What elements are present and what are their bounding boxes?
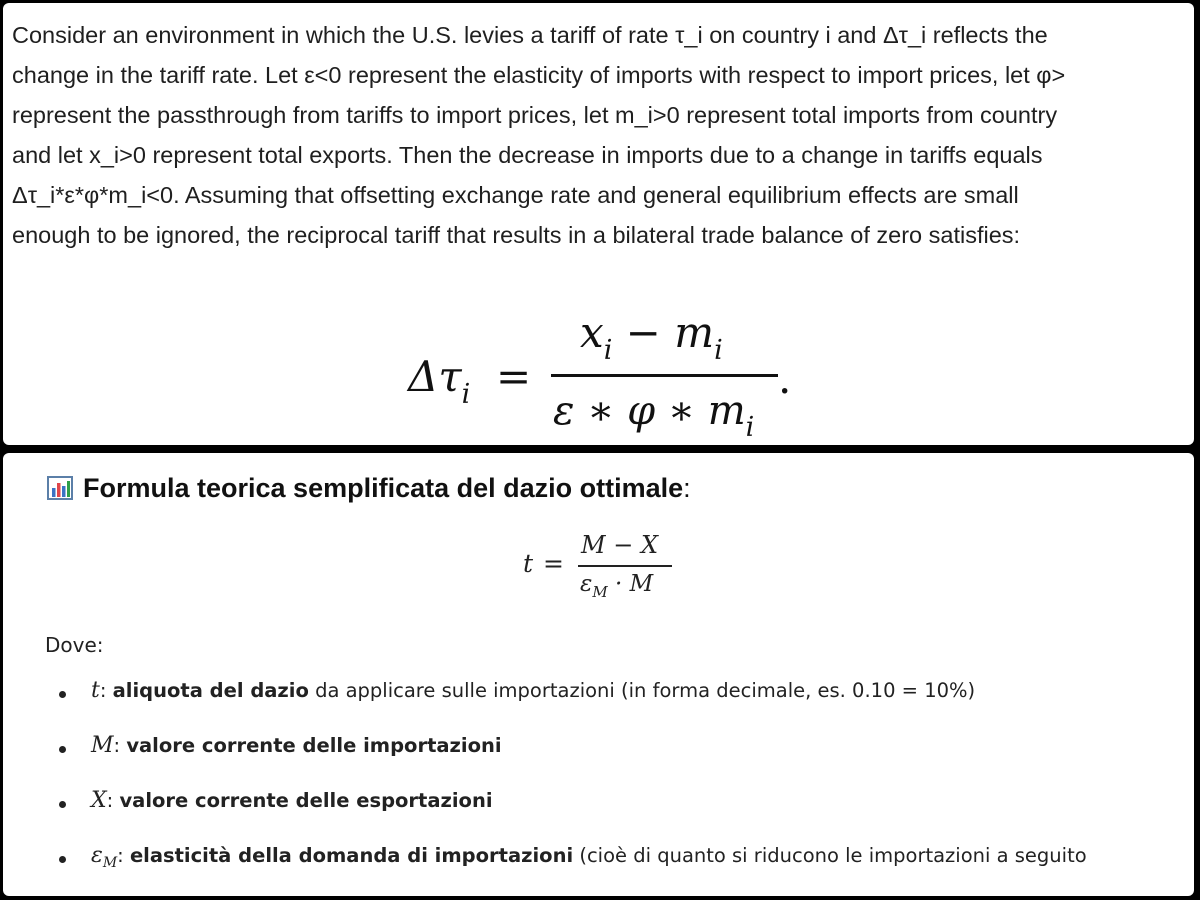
- paragraph-line: represent the passthrough from tariffs to import prices, let m_i>0 represent total imports from country: [12, 102, 1058, 128]
- formula-lhs: $\Delta\tau_i$: [408, 352, 471, 410]
- bullet-icon: [59, 801, 66, 808]
- heading-colon: :: [683, 473, 691, 503]
- definition-bold: valore corrente delle esportazioni: [119, 789, 493, 812]
- definition-rest: da applicare sulle importazioni (in forma decimale, es. 0.10 = 10%): [308, 679, 976, 702]
- paragraph-line: Δτ_i*ε*φ*m_i<0. Assuming that offsetting exchange rate and general equilibrium effects are small: [12, 182, 1019, 208]
- heading-text: Formula teorica semplificata del dazio ottimale: [83, 473, 684, 503]
- paragraph-line: and let x_i>0 represent total exports. Then the decrease in imports due to a change in tariffs equals: [12, 142, 1043, 168]
- formula-numerator: $x_i - m_i$: [580, 308, 723, 366]
- formula-denominator: ε ∗ φ ∗ $m_i$: [553, 388, 755, 443]
- symbol: t: [91, 678, 100, 703]
- top-panel: [3, 3, 1194, 445]
- bullet-icon: [59, 746, 66, 753]
- formula-lhs: t: [523, 549, 534, 578]
- definition-bold: aliquota del dazio: [112, 679, 309, 702]
- list-item: M: valore corrente delle importazioni: [3, 733, 1194, 788]
- formula-denominator: $\varepsilon_M \cdot M$: [580, 571, 654, 601]
- list-item: $\varepsilon_M$: elasticità della domanda di importazioni (cioè di quanto si riducono le importazioni a seguito: [3, 843, 1194, 896]
- bar-chart-icon: [47, 476, 73, 500]
- formula-equals: =: [543, 549, 564, 578]
- formula-equals: =: [496, 352, 532, 401]
- paragraph-line: Consider an environment in which the U.S. levies a tariff of rate τ_i on country i and Δτ_i reflects the: [12, 22, 1048, 48]
- formula-numerator: M − X: [581, 531, 659, 559]
- paragraph-line: change in the tariff rate. Let ε<0 represent the elasticity of imports with respect to import prices, let φ>: [12, 62, 1066, 88]
- formula-period: .: [778, 354, 792, 403]
- definition-rest: (cioè di quanto si riducono le importazioni a seguito: [573, 844, 1087, 867]
- bottom-panel: [3, 453, 1194, 896]
- problem-paragraph: [12, 15, 1194, 255]
- dove-label: Dove:: [45, 633, 104, 657]
- optimal-tariff-formula: [523, 531, 693, 611]
- definitions-list: [3, 678, 1194, 896]
- fraction-bar: [578, 565, 672, 567]
- definition-bold: valore corrente delle importazioni: [126, 734, 502, 757]
- symbol: $\varepsilon_M$: [91, 843, 118, 871]
- reciprocal-tariff-formula: [408, 308, 828, 443]
- definition-bold: elasticità della domanda di importazioni: [129, 844, 574, 867]
- paragraph-line: enough to be ignored, the reciprocal tariff that results in a bilateral trade balance of zero satisfies:: [12, 222, 1021, 248]
- bullet-icon: [59, 856, 66, 863]
- list-item: t: aliquota del dazio da applicare sulle importazioni (in forma decimale, es. 0.10 = 10%): [3, 678, 1194, 733]
- bullet-icon: [59, 691, 66, 698]
- symbol: M: [91, 733, 114, 758]
- fraction-bar: [551, 374, 778, 377]
- list-item: X: valore corrente delle esportazioni: [3, 788, 1194, 843]
- section-heading: [47, 473, 691, 504]
- symbol: X: [91, 788, 107, 813]
